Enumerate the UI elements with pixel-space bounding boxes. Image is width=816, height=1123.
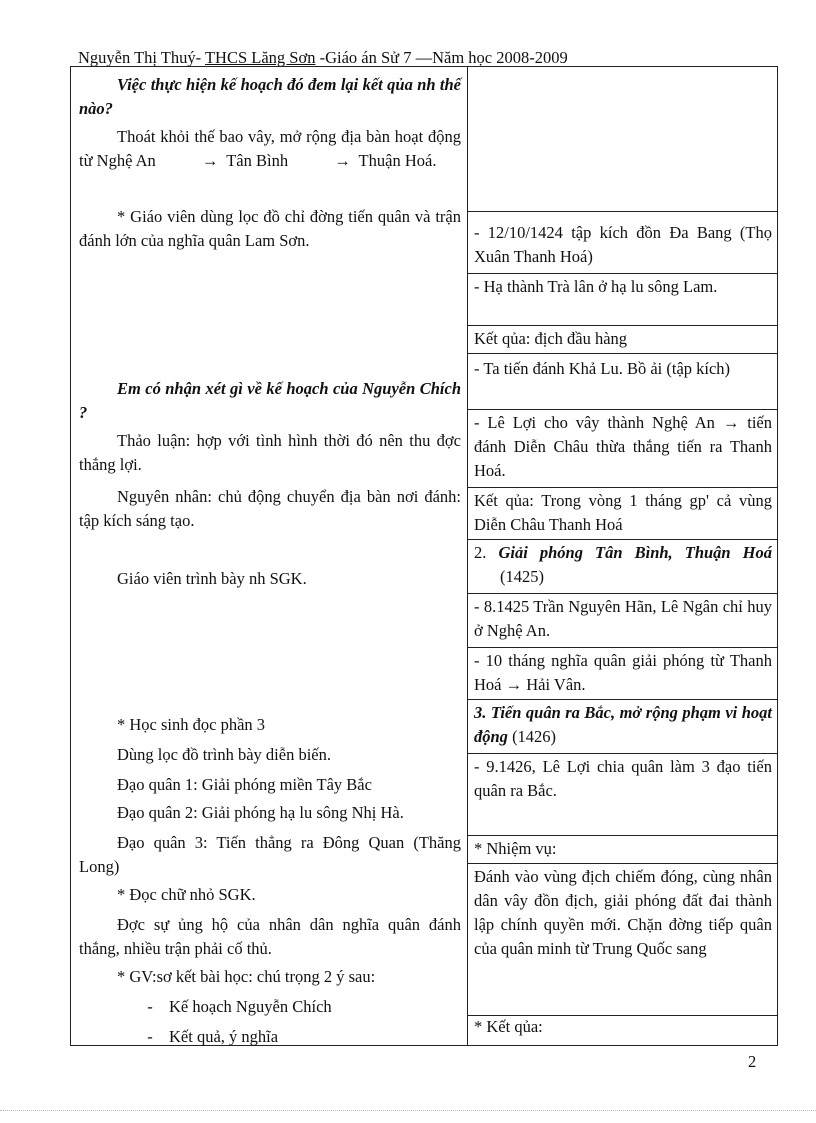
left-para-9: Đạo quân 2: Giải phóng hạ lu sông Nhị Hà. — [117, 803, 404, 822]
left-para-3: Thảo luận: hợp với tình hình thời đó nên thu đợc thắng lợi. — [79, 431, 461, 474]
right-column — [468, 67, 778, 1045]
header-school: THCS Lăng Sơn — [204, 48, 316, 67]
left-para-4: Nguyên nhân: chủ động chuyển địa bàn nơi đánh: tập kích sáng tạo. — [79, 487, 461, 530]
arrow-right-icon: → — [722, 413, 740, 432]
left-para-5: Giáo viên trình bày nh SGK. — [117, 569, 307, 588]
section-3-heading: 3. Tiến quân ra Bắc, mở rộng phạm vi hoạt động (1426) — [474, 703, 773, 746]
right-item-1: - 12/10/1424 tập kích đồn Đa Bang (Thọ Xuân Thanh Hoá) — [474, 223, 772, 266]
right-item-8: - 10 tháng nghĩa quân giải phóng từ Thanh Hoá → Hải Vân. — [474, 651, 772, 694]
left-column — [71, 67, 467, 1045]
page-number: 2 — [748, 1052, 757, 1071]
arrow-right-icon: → — [505, 675, 523, 694]
right-item-9: - 9.1426, Lê Lợi chia quân làm 3 đạo tiến quân ra Bắc. — [474, 757, 772, 800]
lesson-table — [70, 66, 778, 1046]
left-para-1: Thoát khỏi thế bao vây, mở rộng địa bàn hoạt động từ Nghệ An → Tân Bình → Thuận Hoá. — [79, 125, 461, 173]
header-author: Nguyễn Thị Thuý- — [78, 48, 202, 67]
arrow-right-icon: → — [334, 151, 351, 170]
header-course: -Giáo án Sử 7 —Năm học 2008-2009 — [319, 48, 568, 67]
right-item-11: Đánh vào vùng địch chiếm đóng, cùng nhân dân vây đồn địch, giải phóng đất đai thành lập chính quyền mới. Chặn đờng tiếp quân của quân minh từ Trung Quốc sang — [474, 867, 772, 958]
bullet-item: - Kết quả, ý nghĩa — [147, 1027, 279, 1046]
left-para-12: Đợc sự ủng hộ của nhân dân nghĩa quân đánh thắng, nhiều trận phải cố thủ. — [79, 915, 461, 958]
right-item-5: - Lê Lợi cho vây thành Nghệ An → tiến đánh Diễn Châu thừa thắng tiến ra Thanh Hoá. — [474, 413, 772, 480]
left-para-10: Đạo quân 3: Tiến thẳng ra Đông Quan (Thăng Long) — [79, 833, 461, 876]
left-para-8: Đạo quân 1: Giải phóng miền Tây Bắc — [117, 775, 372, 794]
right-item-12: * Kết qủa: — [474, 1017, 543, 1036]
left-para-2: * Giáo viên dùng lọc đồ chỉ đờng tiến quân và trận đánh lớn của nghĩa quân Lam Sơn. — [79, 207, 461, 250]
section-2-heading: 2. Giải phóng Tân Bình, Thuận Hoá (1425) — [474, 543, 773, 586]
left-para-6: * Học sinh đọc phần 3 — [117, 715, 266, 734]
question-1: Việc thực hiện kế hoạch đó đem lại kết qủa nh thế nào? — [79, 75, 461, 118]
page-header — [78, 48, 568, 68]
arrow-right-icon: → — [201, 151, 219, 170]
right-item-6: Kết qủa: Trong vòng 1 tháng gp' cả vùng Diễn Châu Thanh Hoá — [474, 491, 772, 534]
question-2: Em có nhận xét gì về kế hoạch của Nguyễn Chích ? — [79, 379, 461, 422]
left-para-7: Dùng lọc đồ trình bày diễn biến. — [117, 745, 332, 764]
left-para-13: * GV:sơ kết bài học: chú trọng 2 ý sau: — [117, 967, 376, 986]
right-item-10: * Nhiệm vụ: — [474, 839, 557, 858]
page-divider — [0, 1110, 816, 1111]
right-item-3: Kết qủa: địch đầu hàng — [474, 329, 628, 348]
right-item-2: - Hạ thành Trà lân ở hạ lu sông Lam. — [474, 277, 718, 296]
left-para-11: * Đọc chữ nhỏ SGK. — [117, 885, 256, 904]
right-item-7: - 8.1425 Trần Nguyên Hãn, Lê Ngân chỉ huy ở Nghệ An. — [474, 597, 772, 640]
right-item-4: - Ta tiến đánh Khả Lu. Bồ ải (tập kích) — [474, 359, 731, 378]
bullet-item: - Kế hoạch Nguyễn Chích — [147, 997, 332, 1016]
